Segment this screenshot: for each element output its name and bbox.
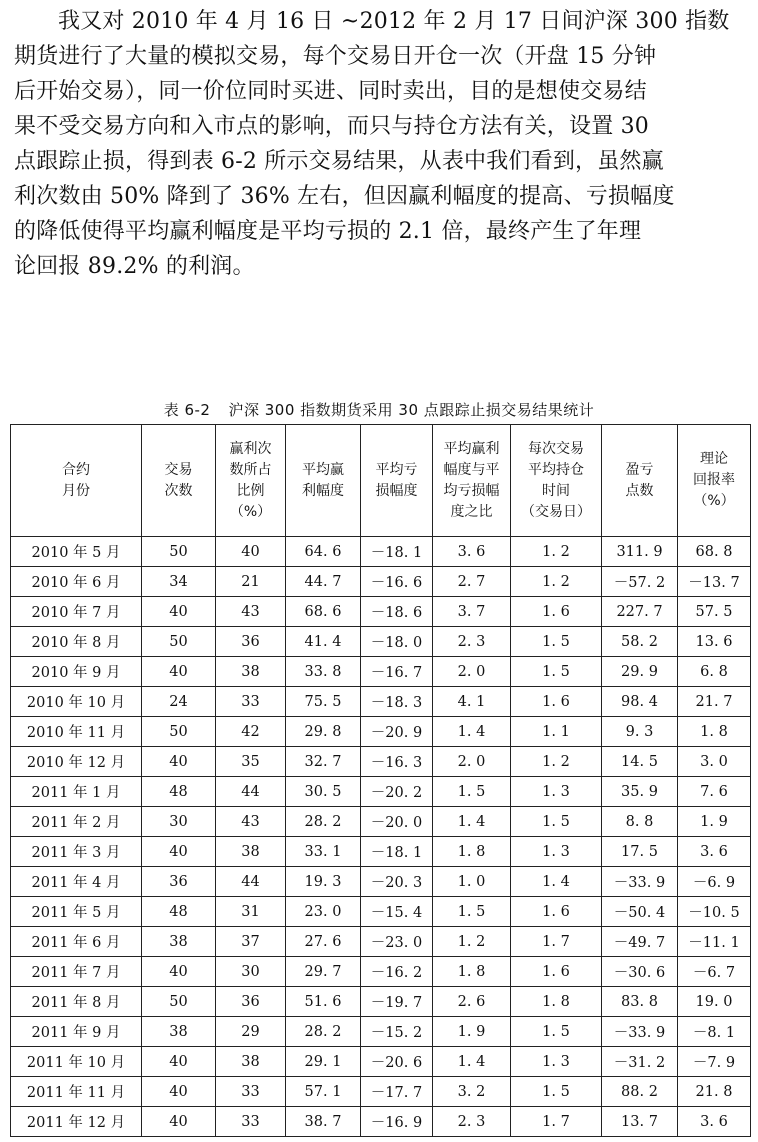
column-header-line: 度之比 xyxy=(450,503,493,520)
value-cell: －11. 1 xyxy=(678,927,751,957)
table-row xyxy=(11,897,751,927)
value-cell: 40 xyxy=(142,837,216,867)
column-header xyxy=(678,425,751,537)
value-cell: 19. 3 xyxy=(286,867,361,897)
value-cell: 1. 7 xyxy=(511,1107,602,1137)
value-cell: 40 xyxy=(142,1047,216,1077)
value-cell: 21 xyxy=(216,567,286,597)
value-cell: 35. 9 xyxy=(602,777,678,807)
table-row xyxy=(11,1047,751,1077)
table-row xyxy=(11,867,751,897)
month-cell: 2011 年 6 月 xyxy=(11,927,142,957)
month-cell: 2010 年 9 月 xyxy=(11,657,142,687)
column-header-line: 幅度与平 xyxy=(443,461,500,478)
table-row xyxy=(11,687,751,717)
value-cell: 37 xyxy=(216,927,286,957)
value-cell: 43 xyxy=(216,807,286,837)
value-cell: 29. 7 xyxy=(286,957,361,987)
value-cell: 1. 0 xyxy=(433,867,511,897)
value-cell: 40 xyxy=(142,1077,216,1107)
table-row xyxy=(11,657,751,687)
value-cell: 1. 5 xyxy=(511,627,602,657)
value-cell: 42 xyxy=(216,717,286,747)
value-cell: 83. 8 xyxy=(602,987,678,1017)
paragraph-line: 我又对 2010 年 4 月 16 日 ~2012 年 2 月 17 日间沪深 300 指数 xyxy=(58,9,730,34)
paragraph-line: 果不受交易方向和入市点的影响，而只与持仓方法有关，设置 30 xyxy=(14,114,649,139)
value-cell: 1. 8 xyxy=(678,717,751,747)
month-cell: 2011 年 2 月 xyxy=(11,807,142,837)
column-header xyxy=(602,425,678,537)
column-header-line: 交易 xyxy=(164,461,193,478)
value-cell: 4. 1 xyxy=(433,687,511,717)
value-cell: 21. 8 xyxy=(678,1077,751,1107)
table-row xyxy=(11,597,751,627)
value-cell: 38 xyxy=(142,927,216,957)
column-header xyxy=(216,425,286,537)
value-cell: －18. 6 xyxy=(361,597,433,627)
value-cell: 1. 8 xyxy=(433,837,511,867)
value-cell: 34 xyxy=(142,567,216,597)
value-cell: －19. 7 xyxy=(361,987,433,1017)
value-cell: 1. 3 xyxy=(511,837,602,867)
value-cell: 1. 3 xyxy=(511,1047,602,1077)
column-header-line: 合约 xyxy=(62,461,90,478)
value-cell: 36 xyxy=(142,867,216,897)
column-header xyxy=(433,425,511,537)
column-header-line: 平均持仓 xyxy=(528,461,584,478)
value-cell: 2. 7 xyxy=(433,567,511,597)
column-header-line: 时间 xyxy=(542,482,570,499)
month-cell: 2011 年 1 月 xyxy=(11,777,142,807)
value-cell: 51. 6 xyxy=(286,987,361,1017)
value-cell: 21. 7 xyxy=(678,687,751,717)
value-cell: 48 xyxy=(142,897,216,927)
value-cell: 75. 5 xyxy=(286,687,361,717)
value-cell: 31 xyxy=(216,897,286,927)
value-cell: －18. 1 xyxy=(361,537,433,567)
value-cell: 1. 9 xyxy=(678,807,751,837)
value-cell: 50 xyxy=(142,987,216,1017)
value-cell: 30. 5 xyxy=(286,777,361,807)
value-cell: 33 xyxy=(216,1077,286,1107)
column-header-line: 月份 xyxy=(62,482,90,499)
value-cell: 36 xyxy=(216,987,286,1017)
value-cell: 57. 5 xyxy=(678,597,751,627)
value-cell: －20. 6 xyxy=(361,1047,433,1077)
column-header-line: 盈亏 xyxy=(625,461,654,478)
value-cell: 38. 7 xyxy=(286,1107,361,1137)
value-cell: －16. 2 xyxy=(361,957,433,987)
value-cell: 50 xyxy=(142,627,216,657)
value-cell: 35 xyxy=(216,747,286,777)
value-cell: 227. 7 xyxy=(602,597,678,627)
value-cell: 44. 7 xyxy=(286,567,361,597)
value-cell: －15. 4 xyxy=(361,897,433,927)
column-header-line: 平均亏 xyxy=(375,461,418,478)
table-header-row xyxy=(11,425,751,537)
value-cell: －8. 1 xyxy=(678,1017,751,1047)
table-row xyxy=(11,747,751,777)
month-cell: 2010 年 10 月 xyxy=(11,687,142,717)
month-cell: 2010 年 12 月 xyxy=(11,747,142,777)
table-row xyxy=(11,777,751,807)
value-cell: 58. 2 xyxy=(602,627,678,657)
column-header-line: 损幅度 xyxy=(375,482,418,499)
paragraph-line: 期货进行了大量的模拟交易，每个交易日开仓一次（开盘 15 分钟 xyxy=(14,44,657,69)
table-title: 沪深 300 指数期货采用 30 点跟踪止损交易结果统计 xyxy=(228,401,595,419)
value-cell: 38 xyxy=(216,1047,286,1077)
value-cell: －16. 6 xyxy=(361,567,433,597)
value-cell: 1. 5 xyxy=(433,897,511,927)
value-cell: 1. 4 xyxy=(511,867,602,897)
value-cell: －31. 2 xyxy=(602,1047,678,1077)
value-cell: 40 xyxy=(142,1107,216,1137)
column-header xyxy=(511,425,602,537)
value-cell: －20. 9 xyxy=(361,717,433,747)
value-cell: 1. 8 xyxy=(433,957,511,987)
value-cell: 40 xyxy=(142,657,216,687)
value-cell: 19. 0 xyxy=(678,987,751,1017)
value-cell: 8. 8 xyxy=(602,807,678,837)
value-cell: 9. 3 xyxy=(602,717,678,747)
value-cell: 3. 6 xyxy=(433,537,511,567)
table-row xyxy=(11,1107,751,1137)
column-header-line: 均亏损幅 xyxy=(443,482,500,499)
month-cell: 2010 年 6 月 xyxy=(11,567,142,597)
value-cell: －10. 5 xyxy=(678,897,751,927)
column-header-line: 平均赢利 xyxy=(443,440,500,457)
value-cell: 1. 2 xyxy=(511,747,602,777)
column-header-line: 赢利次 xyxy=(229,440,272,457)
value-cell: 41. 4 xyxy=(286,627,361,657)
value-cell: 57. 1 xyxy=(286,1077,361,1107)
table-row xyxy=(11,927,751,957)
value-cell: 50 xyxy=(142,717,216,747)
value-cell: 40 xyxy=(142,597,216,627)
month-cell: 2010 年 8 月 xyxy=(11,627,142,657)
value-cell: 40 xyxy=(216,537,286,567)
value-cell: 44 xyxy=(216,777,286,807)
month-cell: 2011 年 7 月 xyxy=(11,957,142,987)
table-row xyxy=(11,567,751,597)
column-header-line: 比例 xyxy=(236,482,265,499)
table-body xyxy=(11,537,751,1137)
value-cell: －13. 7 xyxy=(678,567,751,597)
value-cell: 23. 0 xyxy=(286,897,361,927)
month-cell: 2010 年 11 月 xyxy=(11,717,142,747)
value-cell: 3. 7 xyxy=(433,597,511,627)
value-cell: 40 xyxy=(142,957,216,987)
value-cell: －57. 2 xyxy=(602,567,678,597)
value-cell: 43 xyxy=(216,597,286,627)
value-cell: 50 xyxy=(142,537,216,567)
paragraph-line: 后开始交易），同一价位同时买进、同时卖出，目的是想使交易结 xyxy=(14,79,647,104)
value-cell: 33. 1 xyxy=(286,837,361,867)
value-cell: 38 xyxy=(142,1017,216,1047)
column-header-line: 点数 xyxy=(625,482,654,499)
table-caption xyxy=(0,399,758,420)
value-cell: 48 xyxy=(142,777,216,807)
column-header xyxy=(11,425,142,537)
value-cell: －16. 7 xyxy=(361,657,433,687)
value-cell: 33. 8 xyxy=(286,657,361,687)
value-cell: 68. 8 xyxy=(678,537,751,567)
value-cell: 2. 3 xyxy=(433,1107,511,1137)
month-cell: 2011 年 10 月 xyxy=(11,1047,142,1077)
value-cell: 1. 4 xyxy=(433,807,511,837)
paragraph-line: 点跟踪止损，得到表 6-2 所示交易结果，从表中我们看到，虽然赢 xyxy=(14,149,664,174)
table-row xyxy=(11,1017,751,1047)
value-cell: 2. 3 xyxy=(433,627,511,657)
value-cell: 33 xyxy=(216,687,286,717)
value-cell: 13. 7 xyxy=(602,1107,678,1137)
value-cell: 1. 2 xyxy=(433,927,511,957)
value-cell: 1. 8 xyxy=(511,987,602,1017)
value-cell: 3. 6 xyxy=(678,1107,751,1137)
column-header-line: 次数 xyxy=(164,482,193,499)
value-cell: 6. 8 xyxy=(678,657,751,687)
value-cell: 44 xyxy=(216,867,286,897)
value-cell: 88. 2 xyxy=(602,1077,678,1107)
value-cell: －20. 2 xyxy=(361,777,433,807)
value-cell: －20. 0 xyxy=(361,807,433,837)
value-cell: 1. 5 xyxy=(511,807,602,837)
value-cell: －33. 9 xyxy=(602,1017,678,1047)
value-cell: 2. 0 xyxy=(433,747,511,777)
results-table xyxy=(10,424,751,1137)
value-cell: 29. 1 xyxy=(286,1047,361,1077)
value-cell: －49. 7 xyxy=(602,927,678,957)
value-cell: －18. 1 xyxy=(361,837,433,867)
value-cell: 24 xyxy=(142,687,216,717)
value-cell: 30 xyxy=(216,957,286,987)
value-cell: 27. 6 xyxy=(286,927,361,957)
value-cell: 7. 6 xyxy=(678,777,751,807)
value-cell: 29. 9 xyxy=(602,657,678,687)
value-cell: －18. 0 xyxy=(361,627,433,657)
value-cell: 3. 0 xyxy=(678,747,751,777)
table-row xyxy=(11,987,751,1017)
column-header-line: （交易日） xyxy=(521,503,591,520)
column-header-line: （%） xyxy=(693,493,735,509)
value-cell: 1. 7 xyxy=(511,927,602,957)
value-cell: 1. 6 xyxy=(511,897,602,927)
column-header-line: 数所占 xyxy=(229,461,272,478)
value-cell: 64. 6 xyxy=(286,537,361,567)
value-cell: 36 xyxy=(216,627,286,657)
value-cell: －7. 9 xyxy=(678,1047,751,1077)
column-header-line: 回报率 xyxy=(693,472,735,488)
value-cell: 13. 6 xyxy=(678,627,751,657)
month-cell: 2011 年 3 月 xyxy=(11,837,142,867)
value-cell: 1. 3 xyxy=(511,777,602,807)
value-cell: 28. 2 xyxy=(286,807,361,837)
value-cell: 29 xyxy=(216,1017,286,1047)
body-paragraph xyxy=(14,4,750,284)
value-cell: 2. 6 xyxy=(433,987,511,1017)
value-cell: 1. 6 xyxy=(511,597,602,627)
column-header-line: 每次交易 xyxy=(528,440,584,457)
value-cell: 32. 7 xyxy=(286,747,361,777)
value-cell: －16. 9 xyxy=(361,1107,433,1137)
month-cell: 2011 年 12 月 xyxy=(11,1107,142,1137)
month-cell: 2011 年 9 月 xyxy=(11,1017,142,1047)
value-cell: －20. 3 xyxy=(361,867,433,897)
value-cell: 1. 2 xyxy=(511,567,602,597)
value-cell: 28. 2 xyxy=(286,1017,361,1047)
value-cell: 68. 6 xyxy=(286,597,361,627)
table-row xyxy=(11,627,751,657)
paragraph-line: 的降低使得平均赢利幅度是平均亏损的 2.1 倍，最终产生了年理 xyxy=(14,219,642,244)
value-cell: 38 xyxy=(216,657,286,687)
value-cell: 40 xyxy=(142,747,216,777)
month-cell: 2010 年 7 月 xyxy=(11,597,142,627)
table-row xyxy=(11,537,751,567)
table-row xyxy=(11,957,751,987)
column-header-line: 理论 xyxy=(700,451,728,467)
column-header-line: 利幅度 xyxy=(302,482,344,499)
month-cell: 2011 年 8 月 xyxy=(11,987,142,1017)
value-cell: 1. 2 xyxy=(511,537,602,567)
month-cell: 2011 年 11 月 xyxy=(11,1077,142,1107)
column-header-line: 平均赢 xyxy=(302,461,344,478)
value-cell: －18. 3 xyxy=(361,687,433,717)
value-cell: 1. 5 xyxy=(511,657,602,687)
value-cell: 311. 9 xyxy=(602,537,678,567)
value-cell: －15. 2 xyxy=(361,1017,433,1047)
value-cell: －6. 7 xyxy=(678,957,751,987)
paragraph-line: 利次数由 50% 降到了 36% 左右，但因赢利幅度的提高、亏损幅度 xyxy=(14,184,675,209)
value-cell: 1. 4 xyxy=(433,717,511,747)
table-row xyxy=(11,1077,751,1107)
value-cell: －33. 9 xyxy=(602,867,678,897)
value-cell: 14. 5 xyxy=(602,747,678,777)
month-cell: 2011 年 5 月 xyxy=(11,897,142,927)
value-cell: 2. 0 xyxy=(433,657,511,687)
paragraph-line: 论回报 89.2% 的利润。 xyxy=(14,254,255,279)
value-cell: 1. 9 xyxy=(433,1017,511,1047)
value-cell: －30. 6 xyxy=(602,957,678,987)
month-cell: 2011 年 4 月 xyxy=(11,867,142,897)
value-cell: －6. 9 xyxy=(678,867,751,897)
column-header xyxy=(142,425,216,537)
table-row xyxy=(11,717,751,747)
value-cell: 1. 6 xyxy=(511,687,602,717)
value-cell: 1. 5 xyxy=(433,777,511,807)
value-cell: －23. 0 xyxy=(361,927,433,957)
value-cell: 1. 1 xyxy=(511,717,602,747)
value-cell: 1. 5 xyxy=(511,1077,602,1107)
value-cell: 38 xyxy=(216,837,286,867)
table-row xyxy=(11,807,751,837)
value-cell: 33 xyxy=(216,1107,286,1137)
value-cell: 29. 8 xyxy=(286,717,361,747)
column-header xyxy=(286,425,361,537)
table-row xyxy=(11,837,751,867)
value-cell: 3. 2 xyxy=(433,1077,511,1107)
value-cell: 17. 5 xyxy=(602,837,678,867)
value-cell: －50. 4 xyxy=(602,897,678,927)
column-header xyxy=(361,425,433,537)
month-cell: 2010 年 5 月 xyxy=(11,537,142,567)
table-number: 表 6-2 xyxy=(163,401,211,419)
value-cell: 1. 5 xyxy=(511,1017,602,1047)
value-cell: 1. 6 xyxy=(511,957,602,987)
value-cell: －17. 7 xyxy=(361,1077,433,1107)
value-cell: 1. 4 xyxy=(433,1047,511,1077)
value-cell: 30 xyxy=(142,807,216,837)
column-header-line: （%） xyxy=(229,503,272,520)
value-cell: －16. 3 xyxy=(361,747,433,777)
value-cell: 3. 6 xyxy=(678,837,751,867)
value-cell: 98. 4 xyxy=(602,687,678,717)
